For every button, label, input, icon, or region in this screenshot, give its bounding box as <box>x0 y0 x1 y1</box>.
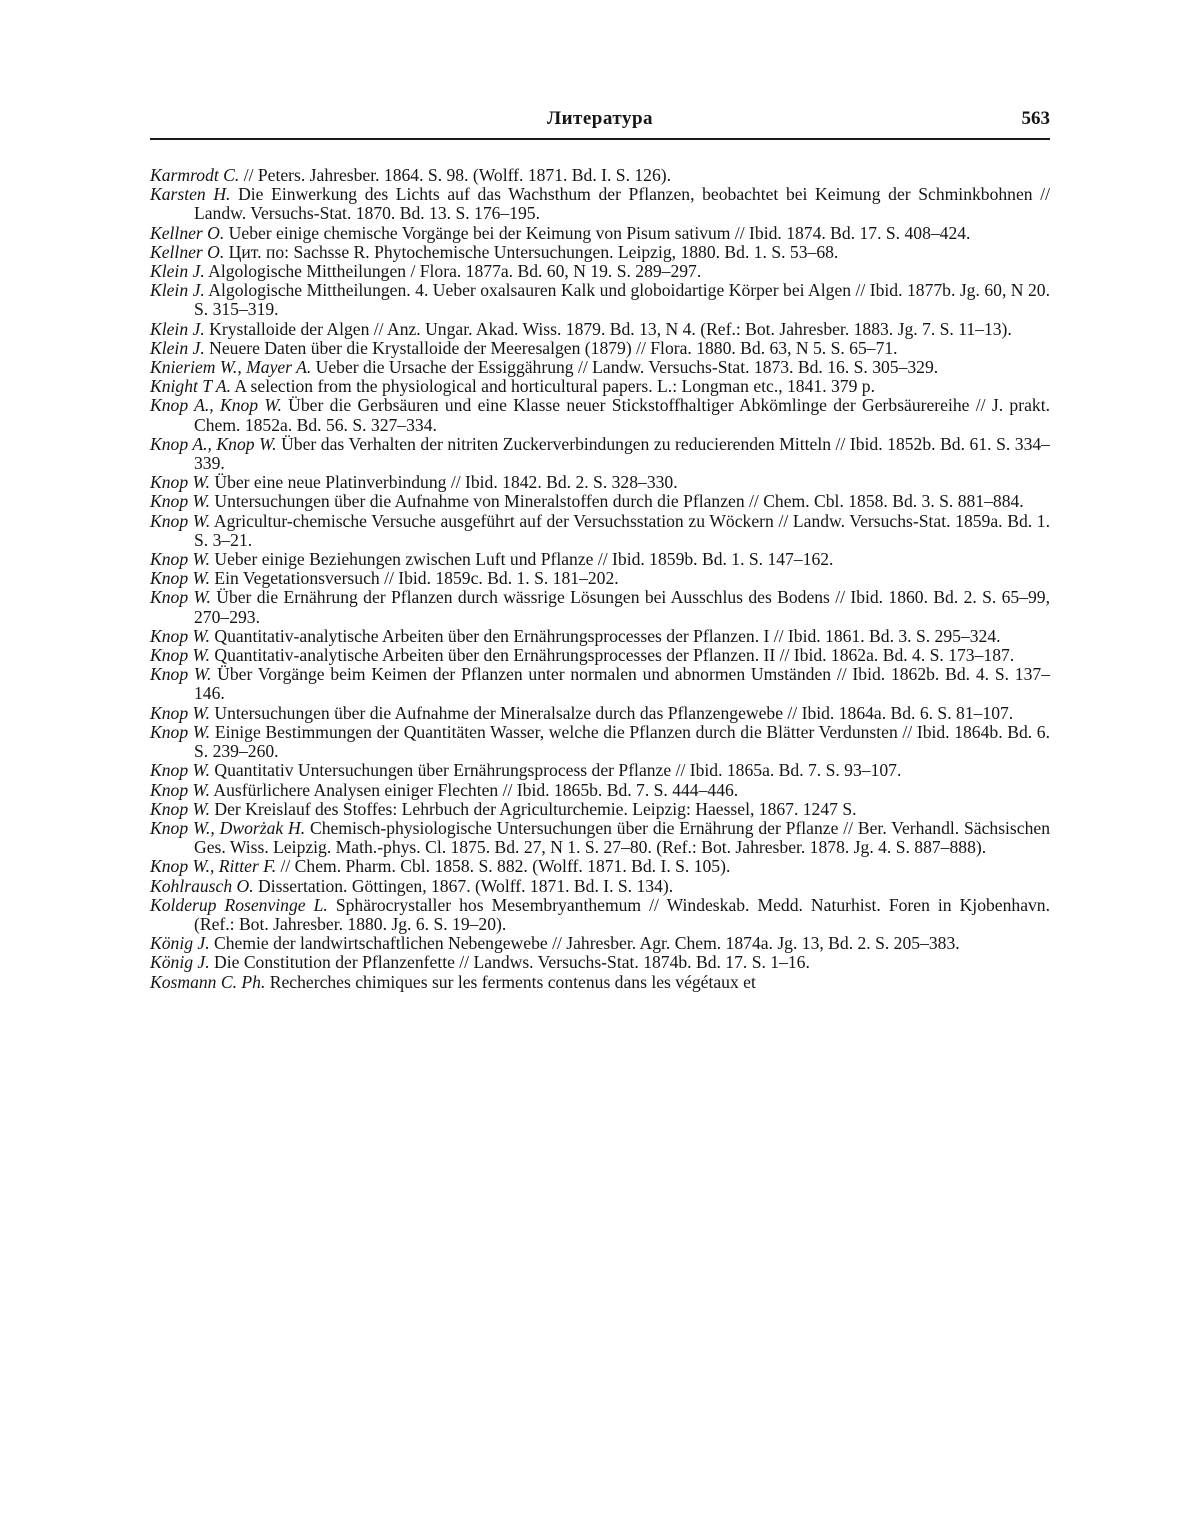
reference-entry <box>150 800 1050 819</box>
reference-entry <box>150 973 1050 992</box>
reference-author: Knop W. <box>150 703 210 723</box>
reference-text: Über eine neue Platinverbindung // Ibid. 1842. Bd. 2. S. 328–330. <box>210 472 678 492</box>
page-number: 563 <box>1022 108 1051 130</box>
reference-entry <box>150 377 1050 396</box>
reference-author: Knop W. <box>150 568 210 588</box>
reference-entry <box>150 473 1050 492</box>
reference-entry <box>150 819 1050 857</box>
reference-text: Über das Verhalten der nitriten Zuckerverbindungen zu reducierenden Mitteln // Ibid. 1852b. Bd. 61. S. 334–339. <box>194 434 1050 473</box>
reference-text: Die Einwerkung des Lichts auf das Wachsthum der Pflanzen, beobachtet bei Keimung der Schminkbohnen // Landw. Versuchs-Stat. 1870. Bd. 13. S. 176–195. <box>194 184 1050 223</box>
reference-entry <box>150 358 1050 377</box>
reference-list <box>150 166 1050 992</box>
reference-entry <box>150 224 1050 243</box>
reference-text: Sphärocrystaller hos Mesembryanthemum // Windeskab. Medd. Naturhist. Foren in Kjobenhavn. (Ref.: Bot. Jahresber. 1880. Jg. 6. S. 19–20). <box>194 895 1050 934</box>
reference-author: Kohlrausch O. <box>150 876 254 896</box>
reference-entry <box>150 320 1050 339</box>
reference-text: // Chem. Pharm. Cbl. 1858. S. 882. (Wolff. 1871. Bd. I. S. 105). <box>276 856 730 876</box>
reference-entry <box>150 550 1050 569</box>
reference-author: Kosmann C. Ph. <box>150 972 265 992</box>
reference-text: Quantitativ-analytische Arbeiten über den Ernährungsprocesses der Pflanzen. I // Ibid. 1861. Bd. 3. S. 295–324. <box>210 626 1001 646</box>
reference-text: Untersuchungen über die Aufnahme der Mineralsalze durch das Pflanzengewebe // Ibid. 1864a. Bd. 6. S. 81–107. <box>210 703 1013 723</box>
reference-entry <box>150 166 1050 185</box>
reference-entry <box>150 953 1050 972</box>
reference-author: Knieriem W., Mayer A. <box>150 357 311 377</box>
reference-author: Klein J. <box>150 319 205 339</box>
reference-author: Knop W. <box>150 472 210 492</box>
reference-text: Algologische Mittheilungen. 4. Ueber oxalsauren Kalk und globoidartige Körper bei Algen // Ibid. 1877b. Jg. 60, N 20. S. 315–319. <box>194 280 1050 319</box>
reference-author: Knop W. <box>150 664 211 684</box>
reference-entry <box>150 704 1050 723</box>
reference-author: Knop A., Knop W. <box>150 434 277 454</box>
reference-text: Die Constitution der Pflanzenfette // Landws. Versuchs-Stat. 1874b. Bd. 17. S. 1–16. <box>210 952 810 972</box>
reference-author: Kolderup Rosenvinge L. <box>150 895 328 915</box>
reference-author: Klein J. <box>150 280 205 300</box>
reference-text: Recherches chimiques sur les ferments contenus dans les végétaux et <box>265 972 756 992</box>
reference-text: Dissertation. Göttingen, 1867. (Wolff. 1871. Bd. I. S. 134). <box>254 876 674 896</box>
book-page <box>0 0 1200 1530</box>
reference-text: A selection from the physiological and horticultural papers. L.: Longman etc., 1841. 379 p. <box>231 376 875 396</box>
reference-text: Neuere Daten über die Krystalloide der Meeresalgen (1879) // Flora. 1880. Bd. 63, N 5. S. 65–71. <box>205 338 898 358</box>
reference-author: Knop W. <box>150 491 210 511</box>
reference-entry <box>150 627 1050 646</box>
reference-author: Knop W. <box>150 760 210 780</box>
reference-author: Knight T A. <box>150 376 231 396</box>
reference-entry <box>150 723 1050 761</box>
reference-author: Kellner O. <box>150 223 224 243</box>
reference-entry <box>150 588 1050 626</box>
reference-author: Knop W. <box>150 587 211 607</box>
reference-author: Kellner O. <box>150 242 224 262</box>
reference-text: Untersuchungen über die Aufnahme von Mineralstoffen durch die Pflanzen // Chem. Cbl. 1858. Bd. 3. S. 881–884. <box>210 491 1024 511</box>
reference-text: Цит. по: Sachsse R. Phytochemische Untersuchungen. Leipzig, 1880. Bd. 1. S. 53–68. <box>224 242 838 262</box>
reference-author: Knop W., Dworżak H. <box>150 818 305 838</box>
reference-author: Karsten H. <box>150 184 230 204</box>
reference-text: Ueber die Ursache der Essiggährung // Landw. Versuchs-Stat. 1873. Bd. 16. S. 305–329. <box>311 357 938 377</box>
reference-text: Über die Gerbsäuren und eine Klasse neuer Stickstoffhaltiger Abkömlinge der Gerbsäurereihe // J. prakt. Chem. 1852a. Bd. 56. S. 327–334. <box>194 395 1050 434</box>
reference-entry <box>150 243 1050 262</box>
running-title: Литература <box>150 108 1050 130</box>
reference-author: König J. <box>150 933 210 953</box>
reference-text: Ein Vegetationsversuch // Ibid. 1859c. Bd. 1. S. 181–202. <box>210 568 619 588</box>
reference-entry <box>150 492 1050 511</box>
reference-text: Über die Ernährung der Pflanzen durch wässrige Lösungen bei Ausschlus des Bodens // Ibid. 1860. Bd. 2. S. 65–99, 270–293. <box>194 587 1050 626</box>
reference-author: Knop W., Ritter F. <box>150 856 276 876</box>
reference-text: Chemie der landwirtschaftlichen Nebengewebe // Jahresber. Agr. Chem. 1874a. Jg. 13, Bd. 2. S. 205–383. <box>210 933 960 953</box>
reference-author: Knop W. <box>150 780 210 800</box>
reference-author: Knop W. <box>150 799 210 819</box>
reference-entry <box>150 877 1050 896</box>
reference-entry <box>150 185 1050 223</box>
reference-author: Klein J. <box>150 338 205 358</box>
reference-author: Knop W. <box>150 626 210 646</box>
reference-entry <box>150 339 1050 358</box>
reference-entry <box>150 396 1050 434</box>
reference-entry <box>150 435 1050 473</box>
reference-author: Knop W. <box>150 549 210 569</box>
reference-entry <box>150 646 1050 665</box>
reference-entry <box>150 857 1050 876</box>
reference-author: Klein J. <box>150 261 205 281</box>
reference-entry <box>150 896 1050 934</box>
reference-entry <box>150 281 1050 319</box>
reference-entry <box>150 761 1050 780</box>
running-head <box>150 108 1050 140</box>
reference-text: Krystalloide der Algen // Anz. Ungar. Akad. Wiss. 1879. Bd. 13, N 4. (Ref.: Bot. Jahresber. 1883. Jg. 7. S. 11–13). <box>205 319 1012 339</box>
reference-entry <box>150 781 1050 800</box>
reference-text: Ausfürlichere Analysen einiger Flechten // Ibid. 1865b. Bd. 7. S. 444–446. <box>210 780 738 800</box>
reference-entry <box>150 512 1050 550</box>
reference-text: Ueber einige Beziehungen zwischen Luft und Pflanze // Ibid. 1859b. Bd. 1. S. 147–162. <box>210 549 833 569</box>
reference-entry <box>150 665 1050 703</box>
reference-text: Chemisch-physiologische Untersuchungen über die Ernährung der Pflanze // Ber. Verhandl. Sächsischen Ges. Wiss. Leipzig. Math.-phys. Cl. 1875. Bd. 27, N 1. S. 27–80. (Ref.: Bot. Jahresber. 1878. Jg. 4. S. 887–888). <box>194 818 1050 857</box>
reference-author: Knop A., Knop W. <box>150 395 282 415</box>
reference-text: Agricultur-chemische Versuche ausgeführt auf der Versuchsstation zu Wöckern // Landw. Versuchs-Stat. 1859a. Bd. 1. S. 3–21. <box>194 511 1050 550</box>
reference-text: Der Kreislauf des Stoffes: Lehrbuch der Agriculturchemie. Leipzig: Haessel, 1867. 1247 S. <box>210 799 857 819</box>
reference-text: // Peters. Jahresber. 1864. S. 98. (Wolff. 1871. Bd. I. S. 126). <box>239 165 671 185</box>
reference-text: Algologische Mittheilungen / Flora. 1877a. Bd. 60, N 19. S. 289–297. <box>205 261 702 281</box>
reference-entry <box>150 569 1050 588</box>
reference-author: Knop W. <box>150 511 210 531</box>
reference-text: Ueber einige chemische Vorgänge bei der Keimung von Pisum sativum // Ibid. 1874. Bd. 17. S. 408–424. <box>224 223 970 243</box>
reference-author: König J. <box>150 952 210 972</box>
reference-entry <box>150 934 1050 953</box>
reference-text: Quantitativ Untersuchungen über Ernährungsprocess der Pflanze // Ibid. 1865a. Bd. 7. S. 93–107. <box>210 760 901 780</box>
reference-author: Knop W. <box>150 722 210 742</box>
reference-entry <box>150 262 1050 281</box>
reference-text: Einige Bestimmungen der Quantitäten Wasser, welche die Pflanzen durch die Blätter Verdunsten // Ibid. 1864b. Bd. 6. S. 239–260. <box>194 722 1050 761</box>
reference-text: Quantitativ-analytische Arbeiten über den Ernährungsprocesses der Pflanzen. II // Ibid. 1862a. Bd. 4. S. 173–187. <box>210 645 1014 665</box>
reference-author: Karmrodt C. <box>150 165 239 185</box>
reference-author: Knop W. <box>150 645 210 665</box>
reference-text: Über Vorgänge beim Keimen der Pflanzen unter normalen und abnormen Umständen // Ibid. 1862b. Bd. 4. S. 137–146. <box>194 664 1050 703</box>
